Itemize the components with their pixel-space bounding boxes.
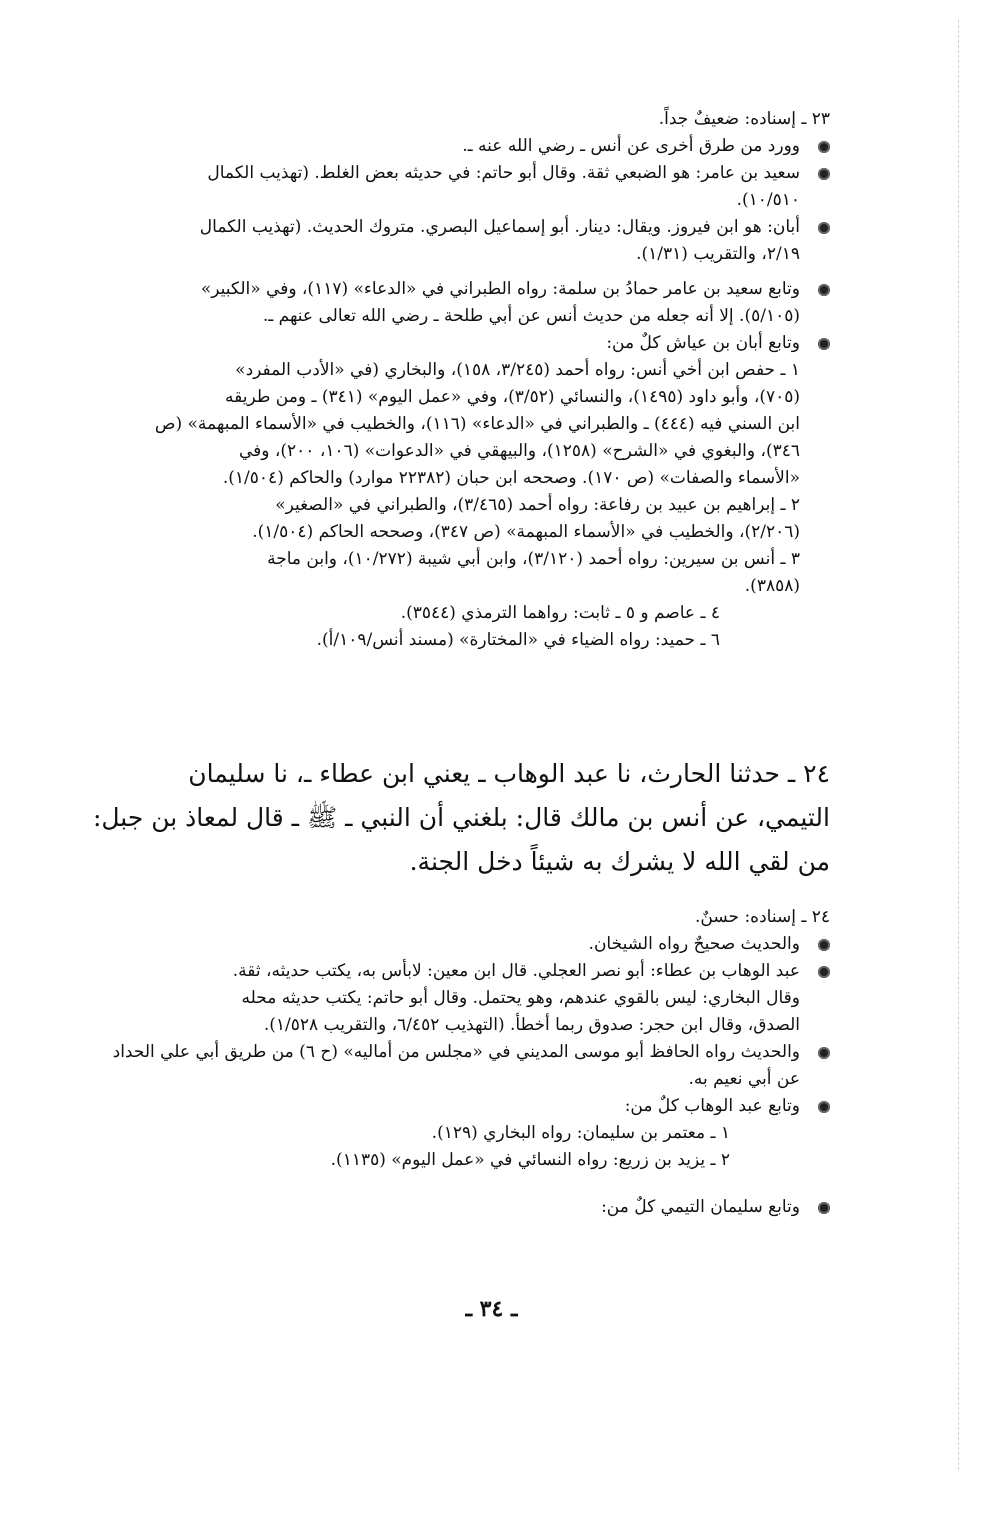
note-bullet-item: [110, 276, 830, 330]
bullet-icon: [818, 284, 830, 296]
note-line: وتابع سعيد بن عامر حمادُ بن سلمة: رواه الطبراني في «الدعاء» (١١٧)، وفي «الكبير»: [200, 279, 800, 299]
note-bullet-item: [110, 1194, 830, 1221]
note-line: سعيد بن عامر: هو الضبعي ثقة. وقال أبو حاتم: في حديثه بعض الغلط. (تهذيب الكمال: [207, 163, 800, 183]
list-line: ٣٤٦)، والبغوي في «الشرح» (١٢٥٨)، والبيهقي في «الدعوات» (١٠٦، ٢٠٠)، وفي: [238, 441, 800, 461]
list-line: ابن السني فيه (٤٤٤) ـ والطبراني في «الدعاء» (١١٦)، والخطيب في «الأسماء المبهمة» (ص: [154, 414, 800, 434]
note-line: (٥/١٠٥). إلا أنه جعله من حديث أنس عن أبي طلحة ـ رضي الله تعالى عنهم ـ.: [262, 306, 800, 326]
note-line: أبان: هو ابن فيروز. ويقال: دينار. أبو إسماعيل البصري. متروك الحديث. (تهذيب الكمال: [199, 217, 800, 237]
note-line: والحديث رواه الحافظ أبو موسى المديني في «مجلس من أماليه» (ح ٦) من طريق أبي علي الحداد: [112, 1042, 800, 1062]
note-line: والحديث صحيحٌ رواه الشيخان.: [588, 934, 800, 954]
bullet-icon: [818, 338, 830, 350]
note-line: وتابع عبد الوهاب كلٌ من:: [624, 1096, 800, 1116]
bullet-icon: [818, 1101, 830, 1113]
note-line: وورد من طرق أخرى عن أنس ـ رضي الله عنه ـ.: [462, 136, 800, 156]
list-line: «الأسماء والصفات» (ص ١٧٠). وصححه ابن حبان (٢٢٣٨٢ موارد) والحاكم (١/٥٠٤).: [222, 468, 800, 488]
list-line: ٣ ـ أنس بن سيرين: رواه أحمد (٣/١٢٠)، وابن أبي شيبة (١٠/٢٧٢)، وابن ماجة: [267, 549, 800, 569]
note-line: ١٠/٥١٠).: [736, 190, 800, 210]
list-line: (٧٠٥)، وأبو داود (١٤٩٥)، والنسائي (٣/٥٢)، وفي «عمل اليوم» (٣٤١) ـ ومن طريقه: [225, 387, 800, 407]
note-line: وقال البخاري: ليس بالقوي عندهم، وهو يحتمل. وقال أبو حاتم: يكتب حديثه محله: [241, 988, 800, 1008]
bullet-icon: [818, 966, 830, 978]
narrators-list-24: [110, 1120, 830, 1174]
page-edge-line: [958, 20, 959, 1470]
bullet-icon: [818, 168, 830, 180]
list-line: (٢/٢٠٦)، والخطيب في «الأسماء المبهمة» (ص ٣٤٧)، وصححه الحاكم (١/٥٠٤).: [252, 522, 800, 542]
hadith-line: التيمي، عن أنس بن مالك قال: بلغني أن النبي ـ ﷺ ـ قال لمعاذ بن جبل:: [92, 803, 830, 832]
list-line: ٤ ـ عاصم و ٥ ـ ثابت: رواهما الترمذي (٣٥٤٤).: [400, 603, 720, 623]
note-bullet-item: [110, 330, 830, 357]
narrators-list-23: [110, 357, 830, 654]
hadith-line: ٢٤ ـ حدثنا الحارث، نا عبد الوهاب ـ يعني ابن عطاء ـ، نا سليمان: [188, 759, 830, 788]
note-line: وتابع أبان بن عياش كلٌ من:: [606, 333, 800, 353]
bullet-icon: [818, 1202, 830, 1214]
list-line: ١ ـ معتمر بن سليمان: رواه البخاري (١٢٩).: [431, 1123, 730, 1143]
list-line: ١ ـ حفص ابن أخي أنس: رواه أحمد (٣/٢٤٥، ١٥٨)، والبخاري (في «الأدب المفرد»: [235, 360, 800, 380]
list-line: ٢ ـ يزيد بن زريع: رواه النسائي في «عمل اليوم» (١١٣٥).: [330, 1150, 730, 1170]
note-heading-23: ٢٣ ـ إسناده: ضعيفٌ جداً.: [658, 109, 830, 129]
note-bullet-item: [110, 160, 830, 214]
note-bullet-item: [110, 931, 830, 958]
bullet-icon: [818, 222, 830, 234]
footnotes-24: [110, 904, 830, 1221]
note-bullet-item: [110, 1093, 830, 1120]
note-line: عبد الوهاب بن عطاء: أبو نصر العجلي. قال ابن معين: لابأس به، يكتب حديثه، ثقة.: [232, 961, 800, 981]
note-heading-24: ٢٤ ـ إسناده: حسنٌ.: [695, 907, 830, 927]
note-bullet-item: [110, 214, 830, 268]
note-line: الصدق، وقال ابن حجر: صدوق ربما أخطأ. (التهذيب ٦/٤٥٢، والتقريب ١/٥٢٨).: [263, 1015, 800, 1035]
note-line: ٢/١٩، والتقريب (١/٣١).: [636, 244, 800, 264]
note-bullet-item: [110, 133, 830, 160]
list-line: (٣٨٥٨).: [744, 576, 800, 596]
bullet-icon: [818, 1047, 830, 1059]
footnotes-23: [110, 106, 830, 654]
list-line: ٦ ـ حميد: رواه الضياء في «المختارة» (مسند أنس/١٠٩/أ).: [316, 630, 720, 650]
page-number: ـ ٣٤ ـ: [465, 1296, 518, 1322]
list-line: ٢ ـ إبراهيم بن عبيد بن رفاعة: رواه أحمد (٣/٤٦٥)، والطبراني في «الصغير»: [275, 495, 800, 515]
note-line: عن أبي نعيم به.: [688, 1069, 800, 1089]
note-bullet-item: [110, 1039, 830, 1093]
note-bullet-item: [110, 958, 830, 1039]
hadith-24-text: [92, 752, 830, 884]
bullet-icon: [818, 141, 830, 153]
bullet-icon: [818, 939, 830, 951]
note-line: وتابع سليمان التيمي كلٌ من:: [601, 1197, 800, 1217]
hadith-line: من لقي الله لا يشرك به شيئاً دخل الجنة.: [409, 847, 830, 876]
